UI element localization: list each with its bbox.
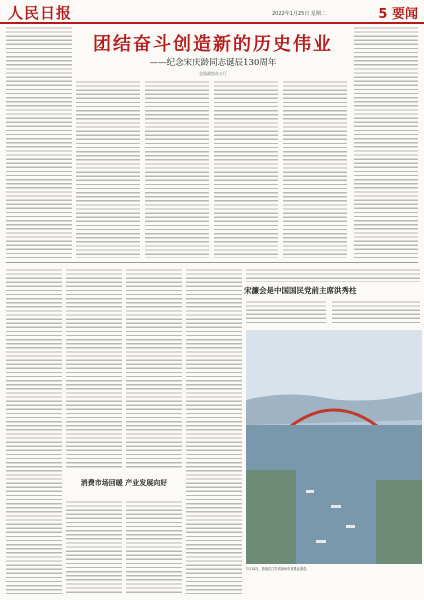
photo-article-text-top: [246, 268, 420, 282]
text-column-lower-2: [66, 268, 122, 468]
section-divider: [6, 262, 418, 263]
main-headline: 团结奋斗创造新的历史伟业: [93, 34, 333, 55]
main-byline: 全国政协办公厅: [199, 71, 227, 76]
text-column-left-top: [6, 26, 72, 258]
photo-article-text-1: [246, 300, 326, 326]
dateline: 2022年1月25日 星期二: [272, 11, 326, 17]
text-column-1: [76, 80, 140, 258]
page-label: 5 要闻: [378, 7, 418, 22]
text-column-3: [214, 80, 278, 258]
main-subheadline: ——纪念宋庆龄同志诞辰130周年: [149, 58, 277, 68]
text-column-lower-2b: [66, 500, 122, 594]
masthead: [0, 0, 424, 24]
river-scene-image: [246, 330, 422, 564]
side-headline: 消费市场回暖 产业发展向好: [80, 478, 168, 487]
photo-article-headline: 宋濂会是中国国民党前主席洪秀柱: [244, 286, 357, 295]
newspaper-logo: 人民日报: [8, 4, 73, 22]
text-column-2: [145, 80, 209, 258]
text-column-lower-1: [6, 268, 62, 594]
photo-article-text-2: [332, 300, 420, 326]
news-photo: [246, 330, 422, 564]
text-column-lower-3b: [126, 500, 182, 594]
text-column-lower-4: [186, 268, 242, 594]
text-column-lower-3: [126, 268, 182, 468]
photo-caption: 1月24日，游客在江苏省扬州市某景区游览。: [246, 567, 310, 571]
text-column-4: [283, 80, 347, 258]
text-column-right-top: [354, 26, 418, 258]
